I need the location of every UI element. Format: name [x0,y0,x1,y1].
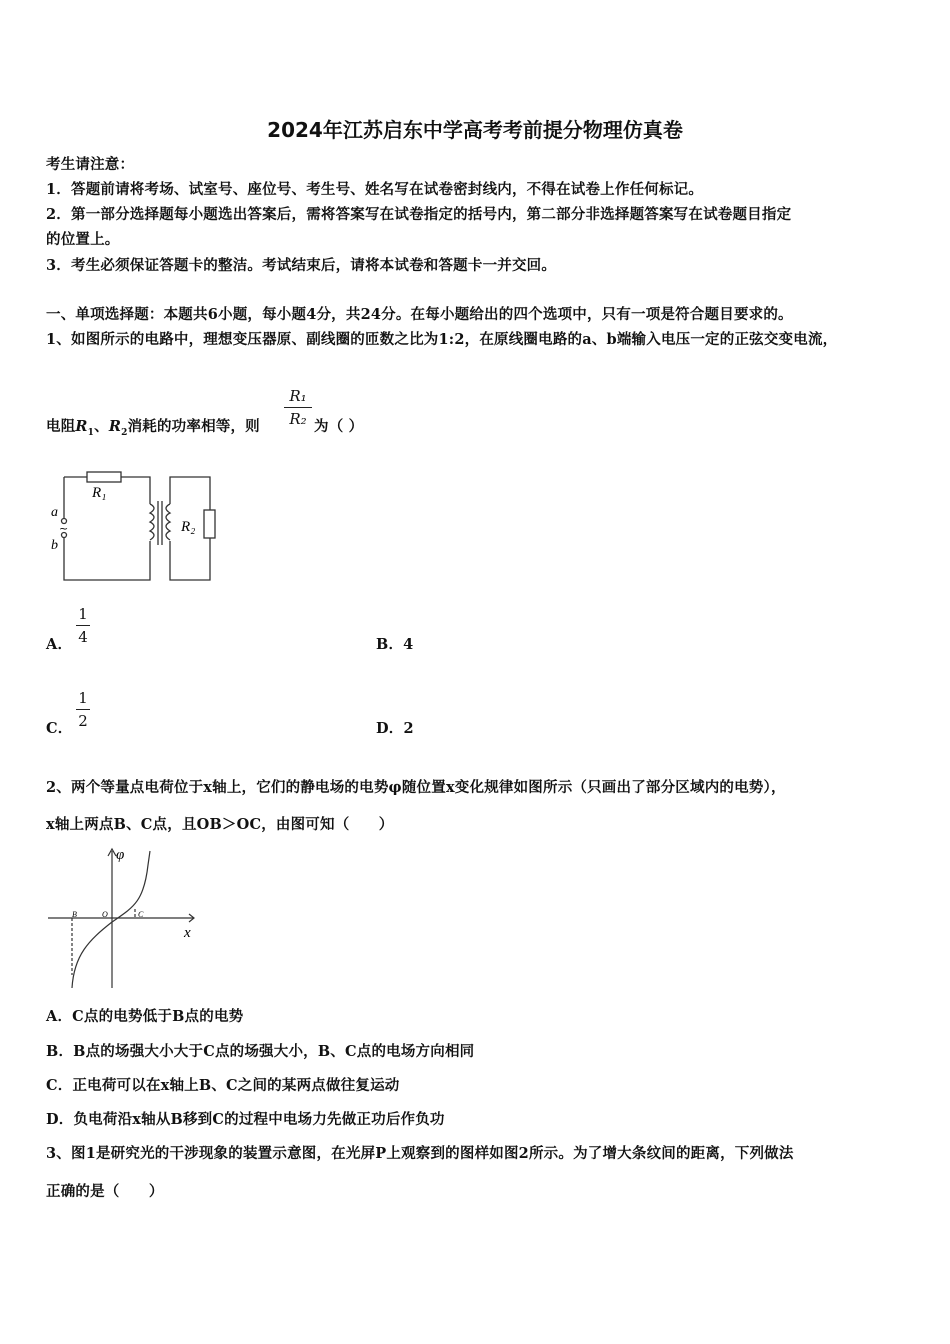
y-axis-label: φ [116,847,125,863]
potential-graph [44,845,204,990]
fraction-denominator: R₂ [289,410,307,428]
r1-subscript: 1 [87,427,95,438]
q1-stem: 1、如图所示的电路中，理想变压器原、副线圈的匝数之比为1:2，在原线圈电路的a、b端输入电压一定的正弦交变电流， [46,331,838,348]
label-a: a [51,505,58,520]
fraction-denominator: 2 [78,712,88,730]
q1-stem-line2 [46,415,260,438]
q1-text: 消耗的功率相等，则 [127,418,260,435]
fraction-numerator: 1 [78,605,88,623]
fraction-numerator: 1 [78,689,88,707]
page-title: 2024年江苏启东中学高考考前提分物理仿真卷 [267,118,683,142]
q3-stem-line2: 正确的是（ ） [46,1183,164,1200]
q2-stem: 2、两个等量点电荷位于x轴上，它们的静电场的电势φ随位置x变化规律如图所示（只画出了部分区域内的电势）， [46,779,786,796]
q3-stem: 3、图1是研究光的干涉现象的装置示意图，在光屏P上观察到的图样如图2所示。为了增大条纹间的距离，下列做法 [46,1145,794,1162]
option-letter: D． [376,720,404,737]
q1-option-a-letter: A． [46,636,73,653]
q2-option-b: B．B点的场强大小大于C点的场强大小，B、C点的电场方向相同 [46,1043,475,1060]
q2-option-a: A．C点的电势低于B点的电势 [46,1008,244,1025]
fraction-denominator: 4 [78,628,88,646]
q1-text: 、 [94,418,109,435]
q1-text: 为（ ） [314,418,364,435]
point-b-label: B [72,910,77,919]
label-b: b [51,538,58,553]
label-r1: R₁ [92,485,107,501]
notice-item: 2．第一部分选择题每小题选出答案后，需将答案写在试卷指定的括号内，第二部分非选择题答案写在试卷题目指定 [46,206,792,223]
fraction-numerator: R₁ [289,387,307,405]
q1-option-a-fraction [76,605,90,646]
option-value: 4 [403,636,414,653]
label-r2: R₂ [181,519,196,535]
primary-coil [150,504,154,540]
circuit-diagram [44,467,219,587]
x-axis-label: x [184,925,191,941]
notice-heading: 考生请注意： [46,156,135,173]
r2-symbol: R [108,418,122,435]
r2-subscript: 2 [121,427,128,438]
point-c-label: C [138,910,144,919]
q2-option-d: D．负电荷沿x轴从B移到C的过程中电场力先做正功后作负功 [46,1111,445,1128]
q2-stem-line2: x轴上两点B、C点，且OB＞OC，由图可知（ ） [46,816,394,833]
q1-option-d [376,717,414,738]
section-heading: 一、单项选择题：本题共6小题，每小题4分，共24分。在每小题给出的四个选项中，只有一项是符合题目要求的。 [46,306,793,323]
q1-option-b [376,633,413,654]
option-letter: B． [376,636,404,653]
q1-text: 电阻 [46,418,76,435]
resistor-r1 [87,472,121,482]
origin-label: O [102,910,108,919]
q2-option-c: C．正电荷可以在x轴上B、C之间的某两点做往复运动 [46,1077,400,1094]
notice-item: 3．考生必须保证答题卡的整洁。考试结束后，请将本试卷和答题卡一并交回。 [46,257,557,274]
option-value: 2 [403,720,414,737]
q1-ratio-fraction [284,387,312,428]
secondary-coil [166,504,170,540]
potential-curve [72,851,150,988]
ac-source-symbol: ~ [59,522,69,535]
q1-option-c-fraction [76,689,90,730]
notice-item: 1．答题前请将考场、试室号、座位号、考生号、姓名写在试卷密封线内，不得在试卷上作任何标记。 [46,181,704,198]
r1-symbol: R [75,418,88,435]
q1-option-c-letter: C． [46,720,73,737]
resistor-r2 [204,510,215,538]
notice-item: 的位置上。 [46,231,120,248]
